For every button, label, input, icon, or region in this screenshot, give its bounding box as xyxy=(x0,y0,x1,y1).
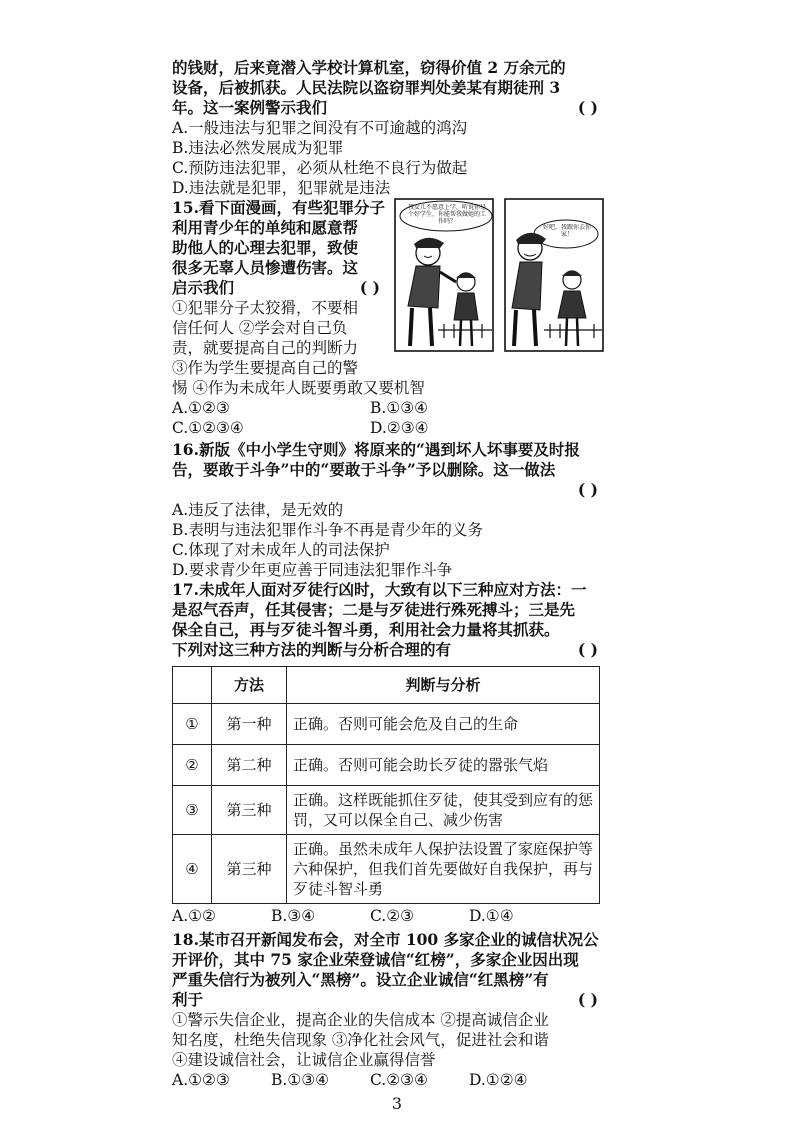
q18-line: 18.某市召开新闻发布会，对全市 100 多家企业的诚信状况公 xyxy=(172,930,599,949)
q16-line: 16.新版《中小学生守则》将原来的“遇到坏人坏事要及时报 xyxy=(172,440,580,459)
q15-statement: ①犯罪分子太狡猾，不要相 xyxy=(172,299,359,317)
q17-line: 保全自己，再与歹徒斗智斗勇，利用社会力量将其抓获。 xyxy=(172,620,560,639)
exam-page xyxy=(172,58,604,1090)
table-cell: 第二种 xyxy=(212,745,287,786)
table-row xyxy=(173,745,600,786)
q15-statement: ③作为学生要提高自己的警 xyxy=(172,359,359,377)
option-b: B.表明与违法犯罪作斗争不再是青少年的义务 xyxy=(172,521,483,539)
q17-line xyxy=(172,640,604,660)
q15-line xyxy=(172,278,384,298)
question-15 xyxy=(172,198,604,438)
option-c: C.体现了对未成年人的司法保护 xyxy=(172,541,390,559)
table-row xyxy=(173,704,600,745)
q18-line-text: 利于 xyxy=(172,990,204,1009)
option-a: A.①② xyxy=(172,907,216,925)
table-cell: 正确。虽然未成年人保护法设置了家庭保护等六种保护，但我们首先要做好自我保护，再与歹徒斗智斗勇 xyxy=(287,835,600,904)
answer-paren: ( ) xyxy=(359,278,380,297)
option-a: A.①②③ xyxy=(172,399,230,417)
q18-line xyxy=(172,990,604,1010)
option-c: C.预防违法犯罪，必须从杜绝不良行为做起 xyxy=(172,159,468,177)
option-d: D.②③④ xyxy=(370,419,429,437)
q17-line: 是忍气吞声，任其侵害；二是与歹徒进行殊死搏斗；三是先 xyxy=(172,600,576,619)
option-b: B.③④ xyxy=(271,907,316,925)
table-header: 方法 xyxy=(212,667,287,704)
option-b: B.违法必然发展成为犯罪 xyxy=(172,139,344,157)
table-row xyxy=(173,786,600,835)
table-cell: 正确。否则可能会助长歹徒的嚣张气焰 xyxy=(287,745,600,786)
comic-illustration xyxy=(394,198,604,353)
speech-bubble-1: 我女儿不愿意上学，听说你是个好学生，你能帮我做她的工作吗？ xyxy=(407,204,486,225)
q14-line: 的钱财，后来竟潜入学校计算机室，窃得价值 2 万余元的 xyxy=(172,58,566,77)
q15-options-row xyxy=(172,418,604,438)
q15-line: 助他人的心理去犯罪，致使 xyxy=(172,238,359,257)
table-cell: 第一种 xyxy=(212,704,287,745)
option-a: A.违反了法律，是无效的 xyxy=(172,501,344,519)
q18-statement: ①警示失信企业，提高企业的失信成本 ②提高诚信企业 xyxy=(172,1011,549,1029)
option-d: D.①②④ xyxy=(469,1071,528,1089)
table-cell: 正确。这样既能抓住歹徒，使其受到应有的惩罚，又可以保全自己、减少伤害 xyxy=(287,786,600,835)
q16-paren-line xyxy=(172,480,604,500)
answer-paren: ( ) xyxy=(577,640,598,659)
question-18 xyxy=(172,930,604,1090)
speech-bubble-2: 好吧，我跟你去你家！ xyxy=(542,224,591,238)
q14-line-text: 年。这一案例警示我们 xyxy=(172,98,328,117)
option-a: A.一般违法与犯罪之间没有不可逾越的鸿沟 xyxy=(172,119,468,137)
table-cell: ① xyxy=(173,704,212,745)
q18-statement: 知名度，杜绝失信现象 ③净化社会风气，促进社会和谐 xyxy=(172,1031,549,1049)
q15-statement: 责，就要提高自己的判断力 xyxy=(172,339,359,357)
q17-line: 17.未成年人面对歹徒行凶时，大致有以下三种应对方法：一 xyxy=(172,580,587,599)
option-a: A.①②③ xyxy=(172,1071,230,1089)
q17-line-text: 下列对这三种方法的判断与分析合理的有 xyxy=(172,640,452,659)
table-cell: 正确。否则可能会危及自己的生命 xyxy=(287,704,600,745)
q14-line: 设备，后被抓获。人民法院以盗窃罪判处姜某有期徒刑 3 xyxy=(172,78,561,97)
question-16 xyxy=(172,440,604,580)
q15-statement: 惕 ④作为未成年人既要勇敢又要机智 xyxy=(172,379,425,397)
q14-line xyxy=(172,98,604,118)
table-header: 判断与分析 xyxy=(287,667,600,704)
question-14 xyxy=(172,58,604,198)
option-b: B.①③④ xyxy=(271,1071,330,1089)
table-cell: ② xyxy=(173,745,212,786)
q15-line: 利用青少年的单纯和愿意帮 xyxy=(172,218,359,237)
q15-line: 15.看下面漫画，有些犯罪分子 xyxy=(172,198,385,217)
page-number: 3 xyxy=(391,1094,403,1113)
option-d: D.要求青少年更应善于同违法犯罪作斗争 xyxy=(172,561,453,579)
q15-line: 很多无辜人员惨遭伤害。这 xyxy=(172,258,359,277)
q15-line-text: 启示我们 xyxy=(172,278,235,297)
q17-options-row xyxy=(172,906,604,926)
table-cell: ③ xyxy=(173,786,212,835)
table-row xyxy=(173,835,600,904)
option-d: D.违法就是犯罪，犯罪就是违法 xyxy=(172,179,391,197)
q18-line: 严重失信行为被列入“黑榜”。设立企业诚信“红黑榜”有 xyxy=(172,970,549,989)
q18-line: 开评价，其中 75 家企业荣登诚信“红榜”，多家企业因出现 xyxy=(172,950,579,969)
q15-options-row xyxy=(172,398,604,418)
question-17 xyxy=(172,580,604,926)
table-cell: 第三种 xyxy=(212,835,287,904)
answer-paren: ( ) xyxy=(577,990,598,1009)
option-c: C.②③④ xyxy=(370,1071,428,1089)
q18-options-row xyxy=(172,1070,604,1090)
analysis-table xyxy=(172,666,600,904)
option-c: C.①②③④ xyxy=(172,419,244,437)
table-header-row xyxy=(173,667,600,704)
option-b: B.①③④ xyxy=(370,399,429,417)
q18-statement: ④建设诚信社会，让诚信企业赢得信誉 xyxy=(172,1051,436,1069)
table-cell: 第三种 xyxy=(212,786,287,835)
answer-paren: ( ) xyxy=(577,98,598,117)
q15-statement: 信任何人 ②学会对自己负 xyxy=(172,319,348,337)
option-d: D.①④ xyxy=(469,907,514,925)
table-header xyxy=(173,667,212,704)
table-cell: ④ xyxy=(173,835,212,904)
q16-line: 告，要敢于斗争”中的“要敢于斗争”予以删除。这一做法 xyxy=(172,460,556,479)
option-c: C.②③ xyxy=(370,907,415,925)
answer-paren: ( ) xyxy=(577,480,598,499)
